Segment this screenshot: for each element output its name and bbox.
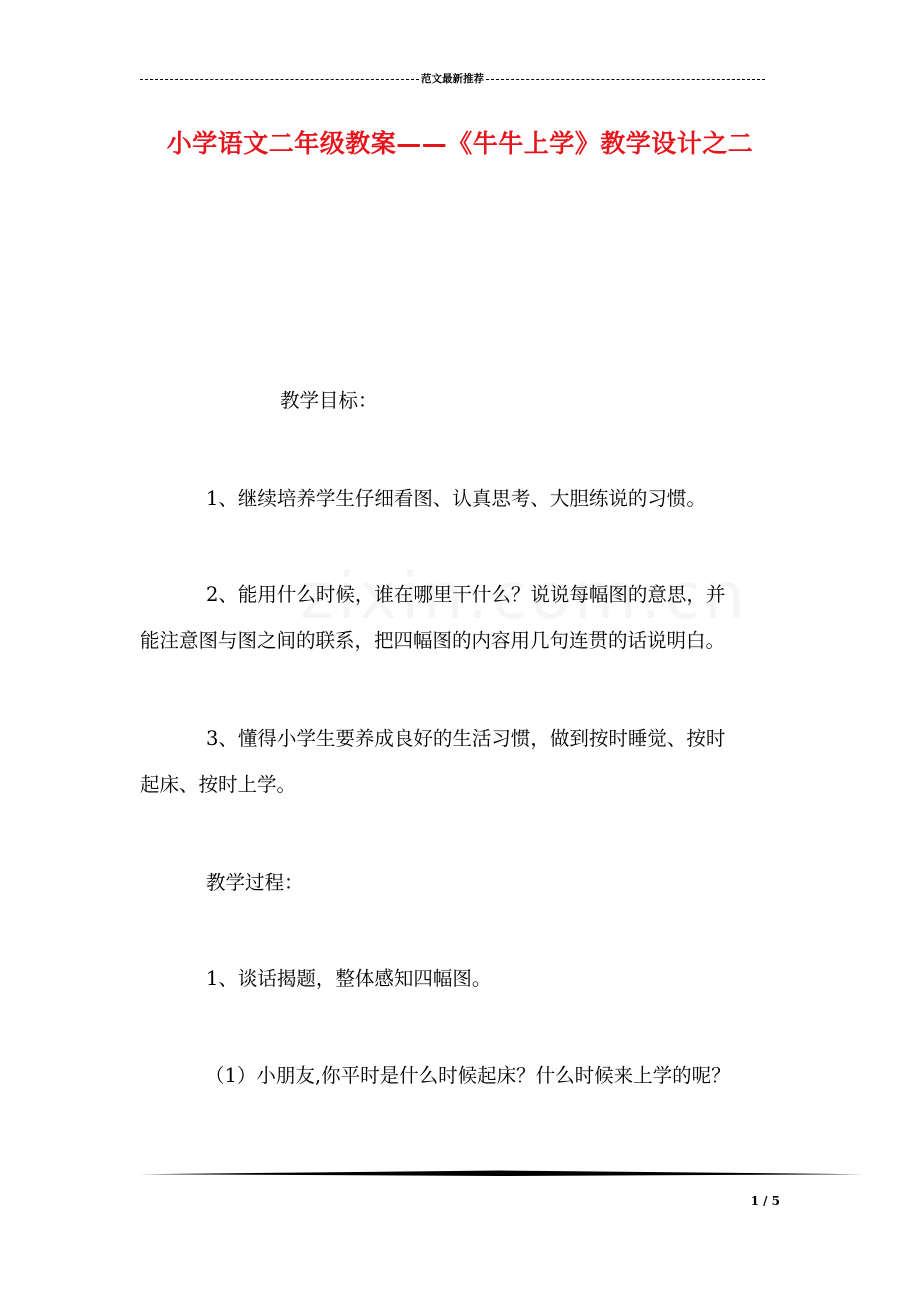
footer-rule xyxy=(140,1170,863,1176)
process-step-1: 1、谈话揭题，整体感知四幅图。 xyxy=(206,967,492,990)
objective-2-line-2: 能注意图与图之间的联系，把四幅图的内容用几句连贯的话说明白。 xyxy=(140,629,726,652)
header-dash-right xyxy=(486,79,765,80)
header-label: 范文最新推荐 xyxy=(421,72,484,85)
objective-3-line-1: 3、懂得小学生要养成良好的生活习惯，做到按时睡觉、按时 xyxy=(206,727,726,750)
objective-1: 1、继续培养学生仔细看图、认真思考、大胆练说的习惯。 xyxy=(206,487,706,510)
page-header xyxy=(140,68,765,88)
document-title: 小学语文二年级教案——《牛牛上学》教学设计之二 xyxy=(166,129,754,158)
page-number: 1 / 5 xyxy=(750,1194,780,1208)
process-step-1-sub-1: （1）小朋友,你平时是什么时候起床？什么时候来上学的呢？ xyxy=(205,1064,731,1087)
process-heading: 教学过程： xyxy=(206,871,304,894)
objective-2-line-1: 2、能用什么时候，谁在哪里干什么？说说每幅图的意思，并 xyxy=(206,583,726,606)
objectives-heading: 教学目标： xyxy=(280,389,378,412)
header-dash-left xyxy=(140,79,419,80)
objective-3-line-2: 起床、按时上学。 xyxy=(140,773,297,796)
